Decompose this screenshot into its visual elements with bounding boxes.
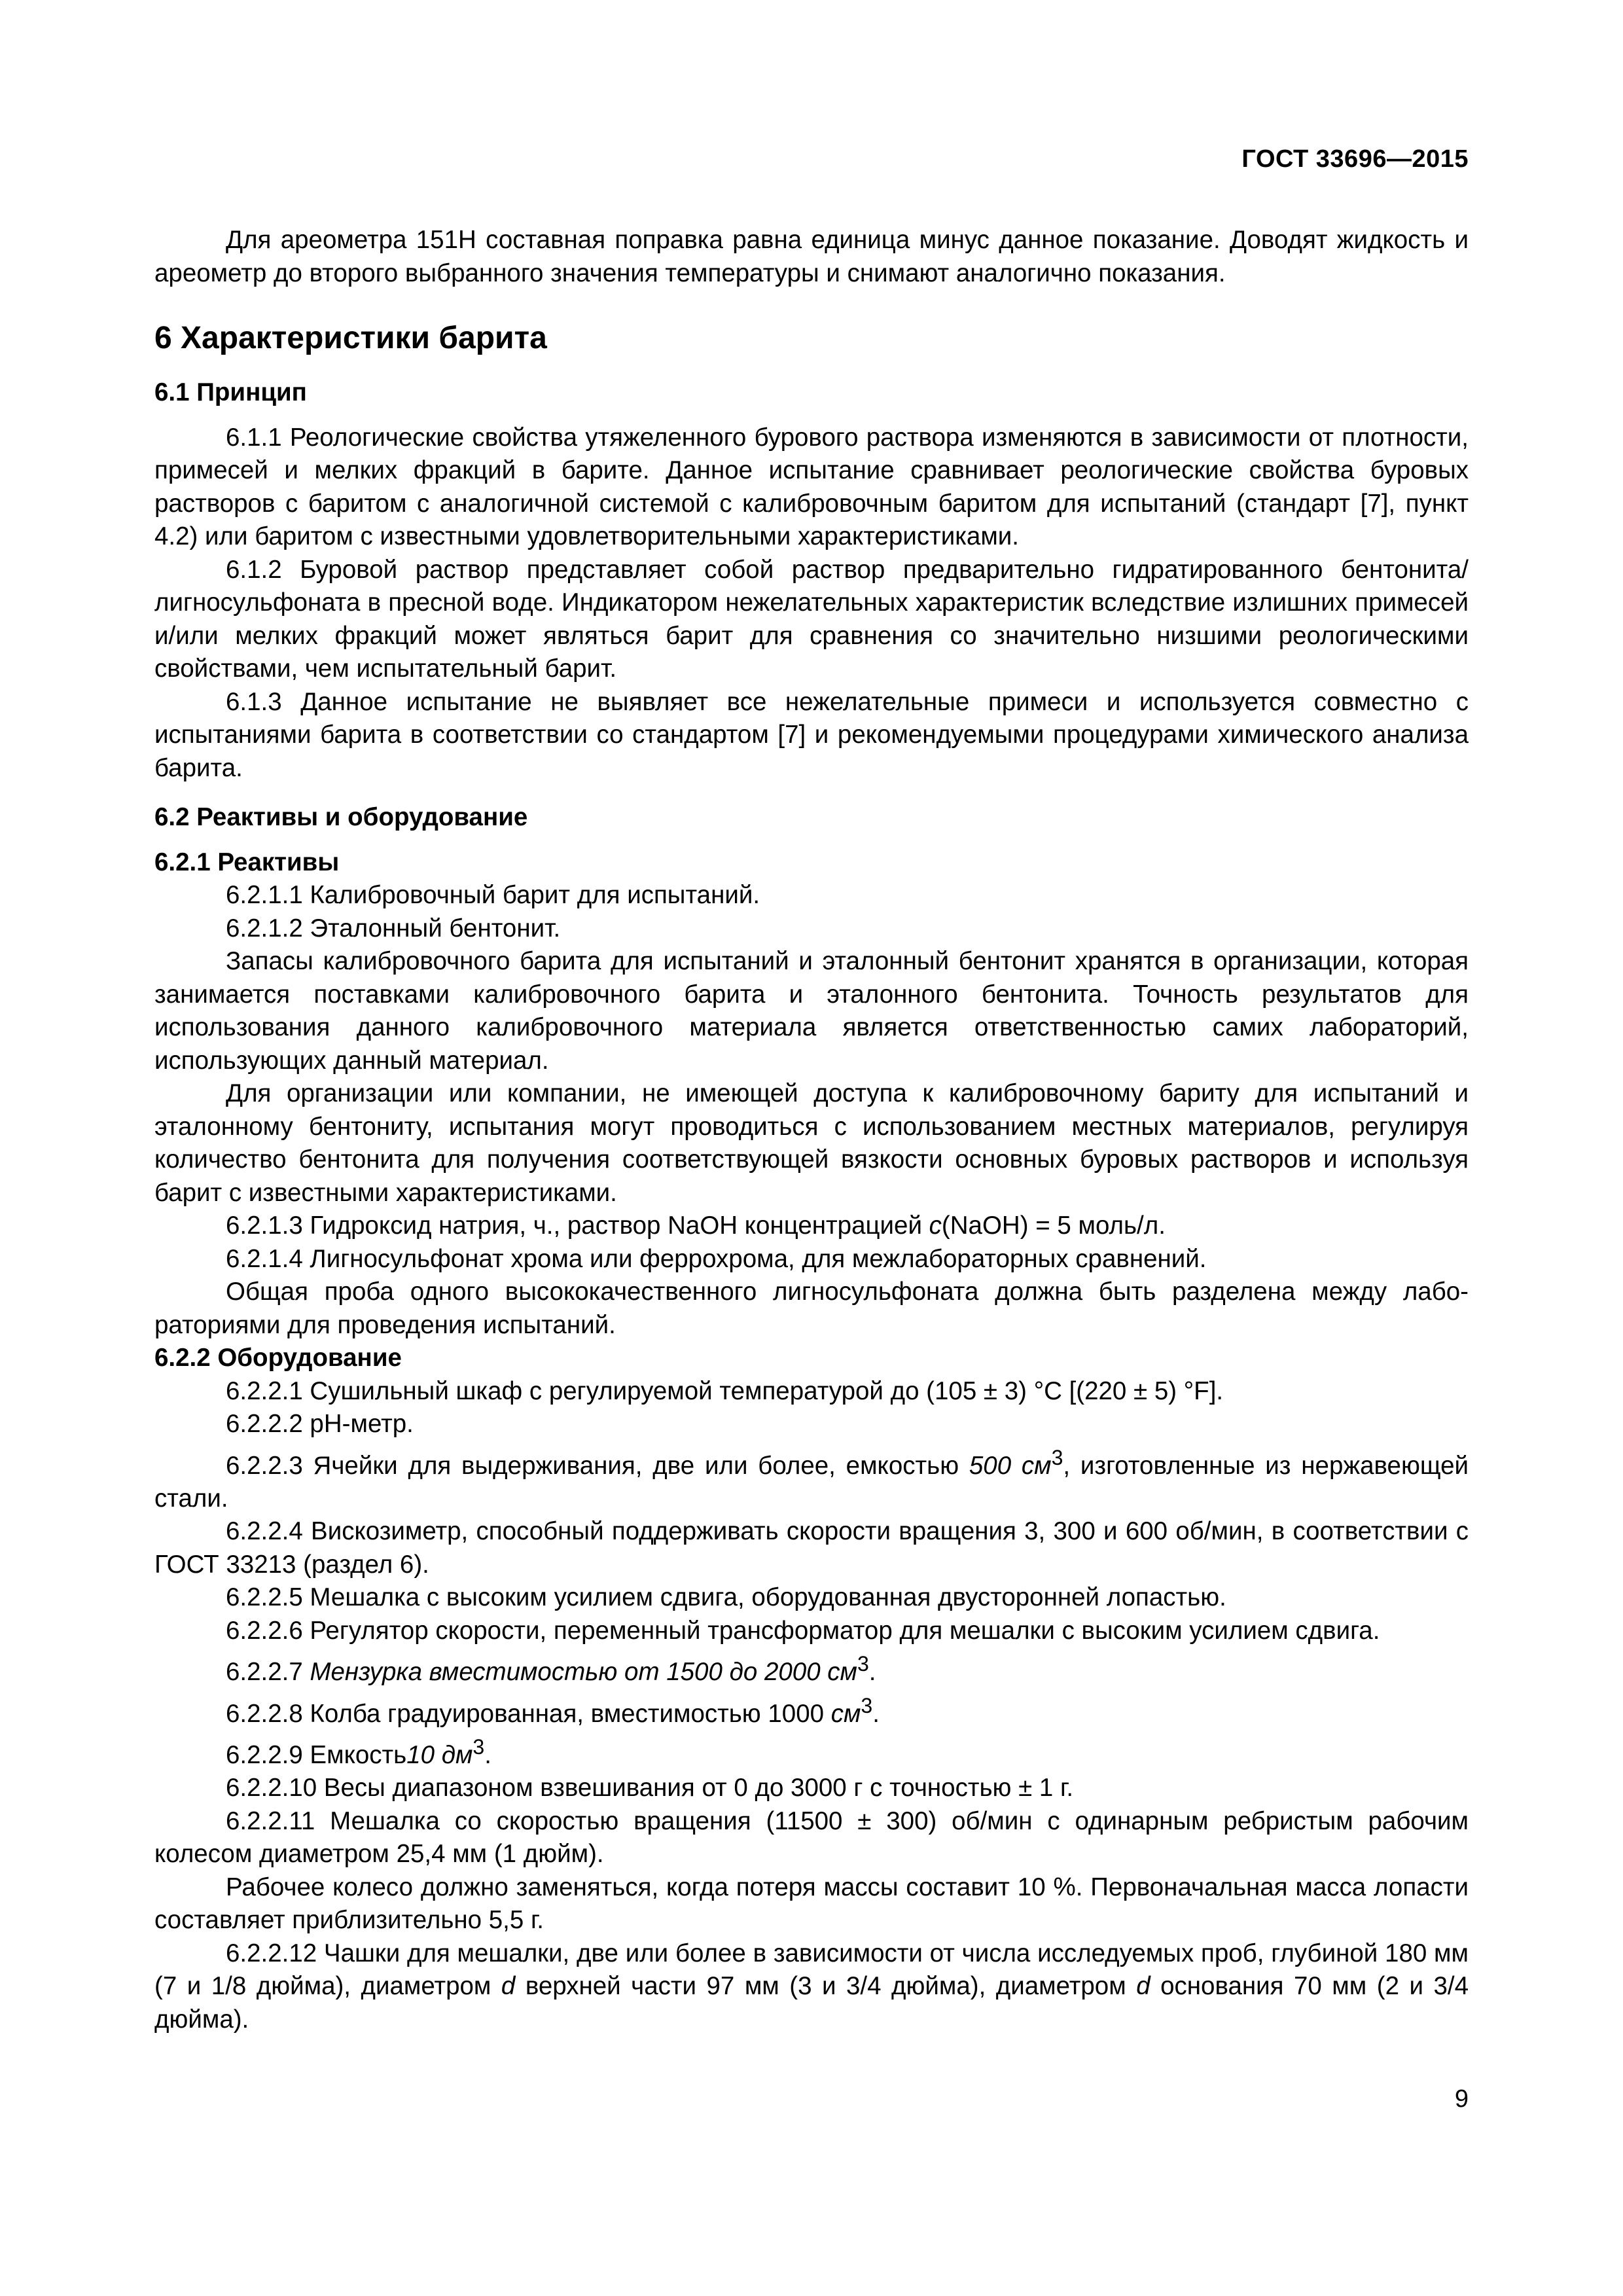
- item-6-2-2-7-sup: 3: [857, 1652, 869, 1676]
- item-6-2-2-9: [154, 1731, 1469, 1772]
- item-6-2-2-4: 6.2.2.4 Вискозиметр, способный поддерживать скорости вращения 3, 300 и 600 об/мин, в соответствии с ГОСТ 33213 (раздел 6).: [154, 1517, 1469, 1579]
- item-6-2-2-9-text: 6.2.2.9 Емкость: [226, 1740, 407, 1769]
- item-6-2-2-8-end: .: [872, 1699, 880, 1728]
- paragraph-local-materials: Для организации или компании, не имеющей доступа к калибровочному бариту для испытаний и эталонному бентониту, испытания могут проводиться с использованием местных материалов, регулируя количество бентонита для получения соответствующей вязкости основных буровых растворов и используя барит с известными характеристиками.: [154, 1079, 1469, 1207]
- paragraph-6-1-1: 6.1.1 Реологические свойства утяжеленного бурового раствора изменяются в зависимости от плотности, примесей и мелких фракций в барите. Данное испытание сравнивает реологические свойства буровых растворов с баритом с аналогичной системой с калибровочным баритом для испытаний (стандарт [7], пункт 4.2) или баритом с известными удовлетворительными характеристиками.: [154, 423, 1469, 550]
- section-6-heading: 6 Характеристики барита: [154, 321, 547, 355]
- item-6-2-2-9-volume: 10 дм: [406, 1740, 473, 1769]
- item-6-2-1-3-symbol-c: c: [929, 1211, 942, 1240]
- section-6-2-1-heading: 6.2.1 Реактивы: [154, 848, 340, 876]
- item-6-2-2-5: 6.2.2.5 Мешалка с высоким усилием сдвига, оборудованная двусторонней лопастью.: [226, 1583, 1226, 1612]
- section-6-2-heading: 6.2 Реактивы и оборудование: [154, 803, 528, 831]
- item-6-2-2-12-symbol-d-base: d: [1136, 1972, 1150, 2001]
- document-body: [154, 224, 1469, 2036]
- item-6-2-1-3-text-b: (NaOH) = 5 моль/л.: [941, 1211, 1166, 1240]
- item-6-2-2-7: [154, 1647, 1469, 1689]
- paragraph-6-1-3: 6.1.3 Данное испытание не выявляет все нежелательные примеси и используется совместно с испытаниями барита в соответствии со стандартом [7] и рекомендуемыми процедурами химического анализа барита.: [154, 687, 1469, 782]
- section-6-1-heading: 6.1 Принцип: [154, 378, 307, 406]
- paragraph-calibration-stock: Запасы калибровочного барита для испытаний и эталонный бентонит хранятся в организации, которая занимается поставками калибровочного барита и эталонного бентонита. Точность результатов для использования данного калибровочного материала является ответственностью самих лабораторий, использующих данный материал.: [154, 947, 1469, 1075]
- item-6-2-1-4: 6.2.1.4 Лигносульфонат хрома или феррохрома, для межлабораторных сравнений.: [226, 1244, 1207, 1273]
- page-number: 9: [1454, 2085, 1469, 2113]
- paragraph-common-sample: Общая проба одного высококачественного лигносульфоната должна быть разделена между лабораториями для проведения испытаний.: [154, 1278, 1469, 1339]
- item-6-2-2-11: 6.2.2.11 Мешалка со скоростью вращения (11500 ± 300) об/мин с одинарным ребристым рабочим колесом диаметром 25,4 мм (1 дюйм).: [154, 1806, 1469, 1869]
- item-6-2-2-6: 6.2.2.6 Регулятор скорости, переменный трансформатор для мешалки с высоким усилием сдвига.: [226, 1616, 1380, 1645]
- document-page: [154, 0, 1469, 2296]
- item-6-2-2-12-text-b: верхней части 97 мм (3 и 3/4 дюйма), диаметром: [515, 1972, 1137, 2001]
- item-6-2-1-1: 6.2.1.1 Калибровочный барит для испытаний.: [226, 881, 760, 909]
- item-6-2-2-1: 6.2.2.1 Сушильный шкаф с регулируемой температурой до (105 ± 3) °С [(220 ± 5) °F].: [226, 1376, 1224, 1405]
- item-6-2-2-8: [154, 1689, 1469, 1731]
- item-6-2-2-9-end: .: [484, 1740, 491, 1769]
- intro-paragraph: Для ареометра 151Н составная поправка равна единица минус данное показание. Доводят жидкость и ареометр до второго выбранного значения температуры и снимают аналогично показания.: [154, 226, 1469, 287]
- item-6-2-2-2: 6.2.2.2 рН-метр.: [226, 1410, 414, 1438]
- item-6-2-2-8-unit: см: [830, 1699, 861, 1728]
- item-6-2-2-7-num: 6.2.2.7: [226, 1658, 310, 1687]
- item-6-2-2-12-text-a: 6.2.2.12 Чашки для мешалки, две или более в зависимости от числа исследуемых проб, глубиной 180 мм (7 и 1/8 дюйма), диаметром: [154, 1939, 1469, 2001]
- item-6-2-1-3: [154, 1210, 1469, 1243]
- item-6-2-2-3-volume: 500 см: [969, 1451, 1052, 1480]
- page-header-doc-id: ГОСТ 33696—2015: [1241, 145, 1469, 173]
- item-6-2-2-3-sup: 3: [1051, 1445, 1063, 1469]
- item-6-2-2-8-sup: 3: [861, 1693, 873, 1717]
- item-6-2-2-12-text-c: основания 70 мм (2 и 3/4 дюйма).: [154, 1972, 1469, 2034]
- item-6-2-2-3-text-a: 6.2.2.3 Ячейки для выдерживания, две или более, емкостью: [226, 1451, 969, 1480]
- item-6-2-2-8-text: 6.2.2.8 Колба градуированная, вместимостью 1000: [226, 1699, 831, 1728]
- item-6-2-2-12-symbol-d-top: d: [501, 1972, 516, 2001]
- item-6-2-1-3-text-a: 6.2.1.3 Гидроксид натрия, ч., раствор NaOH концентрацией: [226, 1211, 929, 1240]
- item-6-2-2-3: [154, 1441, 1469, 1516]
- item-6-2-2-7-italic: Мензурка вместимостью от 1500 до 2000 см: [310, 1658, 857, 1687]
- item-6-2-2-7-end: .: [868, 1658, 876, 1687]
- paragraph-6-1-2: 6.1.2 Буровой раствор представляет собой раствор предварительно гидратированного бентонита/ лигносульфоната в пресной воде. Индикатором нежелательных характеристик вследствие излишних примесей и/или мелких фракций может являться барит для сравнения со значительно низшими реологическими свойствами, чем испытательный барит.: [154, 555, 1469, 683]
- paragraph-impeller-replacement: Рабочее колесо должно заменяться, когда потеря массы составит 10 %. Первоначальная масса лопасти составляет приблизительно 5,5 г.: [154, 1873, 1469, 1935]
- section-6-2-2-heading: 6.2.2 Оборудование: [154, 1344, 402, 1372]
- item-6-2-2-10: 6.2.2.10 Весы диапазоном взвешивания от 0 до 3000 г с точностью ± 1 г.: [226, 1774, 1074, 1803]
- item-6-2-1-2: 6.2.1.2 Эталонный бентонит.: [226, 914, 561, 942]
- item-6-2-2-3-text-b: , изготовленные из нержавеющей стали.: [154, 1451, 1469, 1513]
- item-6-2-2-12: [154, 1937, 1469, 2037]
- item-6-2-2-9-sup: 3: [473, 1734, 485, 1759]
